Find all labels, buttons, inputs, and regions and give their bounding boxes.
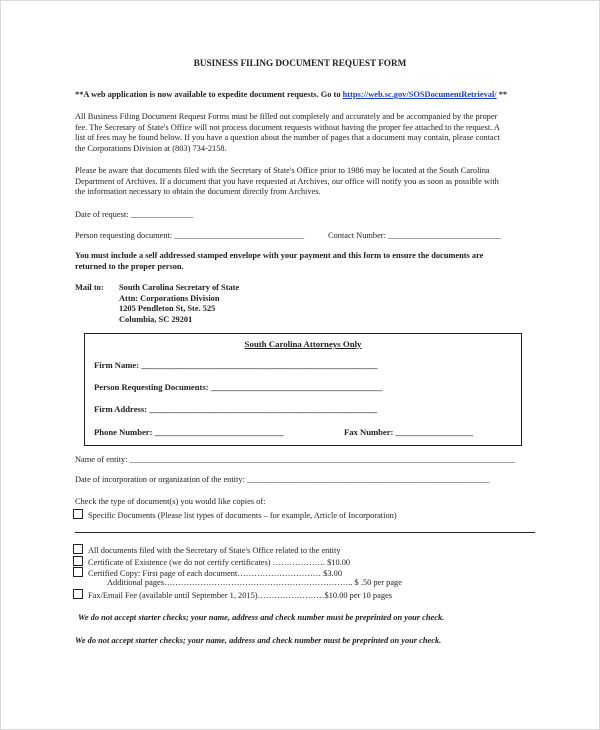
document-type-heading: Check the type of document(s) you would like copies of: xyxy=(75,497,266,506)
envelope-line: returned to the proper person. xyxy=(75,261,184,271)
document-retrieval-link[interactable]: https://web.sc.gov/SOSDocumentRetrieval/ xyxy=(342,90,497,99)
address-line: 1205 Pendleton St, Ste. 525 xyxy=(119,304,216,314)
fax-number-field[interactable]: Fax Number: __________________ xyxy=(344,427,473,437)
certified-copy-label: Certified Copy: First page of each document………………………… $3.00 xyxy=(88,569,343,578)
form-title: BUSINESS FILING DOCUMENT REQUEST FORM xyxy=(193,58,407,68)
notice-suffix: ** xyxy=(496,90,508,99)
date-of-incorporation-field[interactable]: Date of incorporation or organization of the entity: __________________________________________________________ xyxy=(75,475,490,484)
name-of-entity-field[interactable]: Name of entity: ____________________________________________________________________________________________ xyxy=(75,455,515,464)
notice-prefix: **A web application is now available to expedite document requests. Go to xyxy=(75,90,343,99)
fax-email-option[interactable] xyxy=(73,589,392,602)
fax-email-checkbox[interactable] xyxy=(73,589,83,599)
web-application-notice xyxy=(75,90,507,101)
firm-address-field[interactable]: Firm Address: _____________________________________________________ xyxy=(94,404,377,414)
specific-documents-checkbox[interactable] xyxy=(73,509,83,519)
address-line: South Carolina Secretary of State xyxy=(119,283,240,292)
certificate-label: Certificate of Existence (we do not certify certificates) ………………. $10.00 xyxy=(88,558,351,567)
archives-line: Please be aware that documents filed with the Secretary of State's Office prior to 1986 may be located at the South Carolina xyxy=(75,166,490,175)
address-line: Columbia, SC 29201 xyxy=(119,314,193,324)
archives-line: Department of Archives. If a document that you have requested at Archives, our office will notify you as soon as possible with xyxy=(75,176,499,186)
envelope-notice xyxy=(75,251,483,272)
fax-email-label: Fax/Email Fee (available until September 1, 2015)……………………$10.00 per 10 pages xyxy=(88,591,392,600)
intro-line: All Business Filing Document Request Forms must be filled out completely and accurately and be accompanied by the proper xyxy=(75,112,498,121)
specific-documents-label: Specific Documents (Please list types of documents – for example, Article of Incorporation) xyxy=(88,511,397,520)
contact-number-field[interactable]: Contact Number: ___________________________ xyxy=(328,231,502,240)
starter-checks-notice-repeat: We do not accept starter checks; your name, address and check number must be preprinted on your check. xyxy=(75,636,442,645)
mailing-address xyxy=(119,283,239,325)
specific-documents-entry-line[interactable] xyxy=(75,532,535,533)
all-documents-checkbox[interactable] xyxy=(73,544,83,554)
starter-checks-notice: We do not accept starter checks; your name, address and check number must be preprinted on your check. xyxy=(78,613,445,622)
intro-line: the Corporations Division at (803) 734-2158. xyxy=(75,143,227,153)
person-requesting-documents-field[interactable]: Person Requesting Documents: ________________________________________ xyxy=(94,382,383,392)
additional-pages-fee: Additional pages………………………………………………………….. $ .50 per page xyxy=(107,578,402,587)
intro-line: list of fees may be found below. If you have a question about the number of pages that a document may contain, please contact xyxy=(75,133,500,143)
archives-line: the information necessary to obtain the document directly from Archives. xyxy=(75,187,321,197)
all-documents-option[interactable] xyxy=(73,544,341,557)
person-requesting-field[interactable]: Person requesting document: _______________________________ xyxy=(75,231,305,240)
date-of-request-field[interactable]: Date of request: _______________ xyxy=(75,210,194,219)
attorneys-only-box xyxy=(84,333,522,446)
intro-line: fee. The Secretary of State's Office will not process document requests without having the proper fee attached to the request. A xyxy=(75,122,500,132)
certified-copy-checkbox[interactable] xyxy=(73,567,83,577)
envelope-line: You must include a self addressed stamped envelope with your payment and this form to ensure the documents are xyxy=(75,251,484,260)
specific-documents-option[interactable] xyxy=(73,509,397,522)
attorneys-box-title: South Carolina Attorneys Only xyxy=(244,339,362,349)
certificate-checkbox[interactable] xyxy=(73,556,83,566)
phone-number-field[interactable]: Phone Number: ______________________________ xyxy=(94,427,284,437)
address-line: Attn: Corporations Division xyxy=(119,293,220,303)
firm-name-field[interactable]: Firm Name: _______________________________________________________ xyxy=(94,360,378,370)
all-documents-label: All documents filed with the Secretary of State's Office related to the entity xyxy=(88,546,341,555)
intro-paragraph xyxy=(75,112,500,154)
archives-paragraph xyxy=(75,166,499,198)
mail-to-label: Mail to: xyxy=(75,283,104,292)
